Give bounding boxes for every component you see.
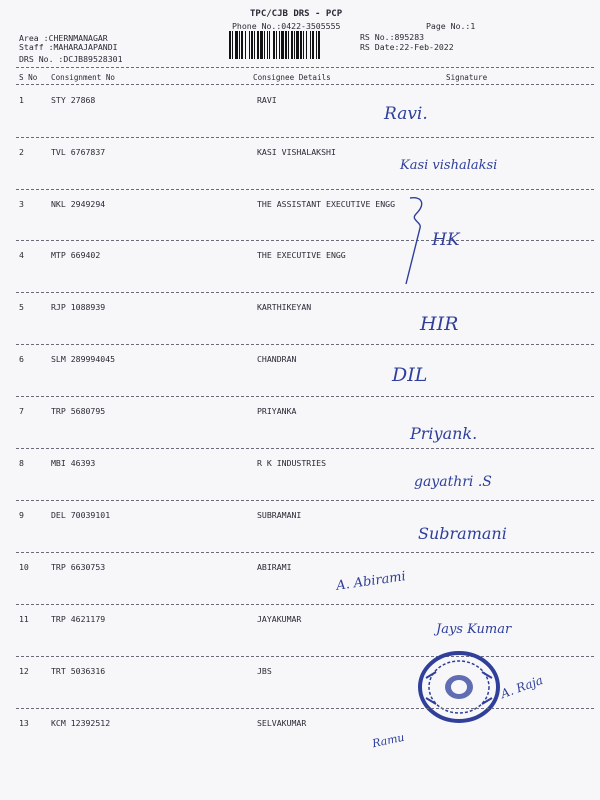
row-consignment: KCM 12392512 [51, 718, 111, 728]
column-signature: Signature [446, 73, 488, 82]
row-sno: 9 [19, 510, 24, 520]
row-consignee: THE ASSISTANT EXECUTIVE ENGG [257, 199, 396, 209]
round-seal-icon [416, 648, 502, 726]
row-consignment: TRP 4621179 [51, 614, 106, 624]
column-sno: S No [19, 73, 38, 82]
rs-date: RS Date:22-Feb-2022 [360, 42, 454, 52]
row-divider [16, 448, 594, 449]
row-consignee: SUBRAMANI [257, 510, 302, 520]
row-consignment: STY 27868 [51, 95, 96, 105]
row-consignee: JBS [257, 666, 272, 676]
row-consignee: R K INDUSTRIES [257, 458, 327, 468]
row-divider [16, 500, 594, 501]
row-consignee: KARTHIKEYAN [257, 302, 312, 312]
row-sno: 1 [19, 95, 24, 105]
rs-number: RS No.:895283 [360, 32, 425, 42]
row-signature: Kasi vishalaksi [400, 158, 498, 173]
column-consignment: Consignment No [51, 73, 116, 82]
row-signature: Ravi. [384, 104, 428, 124]
row-consignee: PRIYANKA [257, 406, 297, 416]
column-consignee: Consignee Details [253, 73, 331, 82]
row-consignment: NKL 2949294 [51, 199, 106, 209]
row-divider [16, 344, 594, 345]
header-rule-top [16, 67, 594, 68]
barcode-icon [229, 31, 356, 59]
page-number: Page No.:1 [426, 21, 476, 31]
row-sno: 8 [19, 458, 24, 468]
row-sno: 3 [19, 199, 24, 209]
row-divider [16, 189, 594, 190]
row-divider [16, 240, 594, 241]
row-consignment: TRT 5036316 [51, 666, 106, 676]
row-consignment: TRP 5680795 [51, 406, 106, 416]
row-signature: HK [432, 230, 460, 250]
row-consignment: MBI 46393 [51, 458, 96, 468]
row-divider [16, 137, 594, 138]
barcode-bar [320, 31, 321, 59]
sheet-title: TPC/CJB DRS - PCP [250, 9, 343, 19]
row-divider [16, 656, 594, 657]
row-consignee: KASI VISHALAKSHI [257, 147, 336, 157]
row-consignment: RJP 1088939 [51, 302, 106, 312]
row-signature: DIL [392, 364, 428, 386]
row-sno: 10 [19, 562, 29, 572]
row-signature: A. Abirami [335, 569, 407, 594]
row-sno: 2 [19, 147, 24, 157]
row-sno: 5 [19, 302, 24, 312]
row-consignment: TVL 6767837 [51, 147, 106, 157]
header-rule-bottom [16, 84, 594, 85]
row-consignment: TRP 6630753 [51, 562, 106, 572]
row-consignee: CHANDRAN [257, 354, 297, 364]
row-consignee: SELVAKUMAR [257, 718, 307, 728]
row-sno: 4 [19, 250, 24, 260]
row-sno: 6 [19, 354, 24, 364]
row-consignee: JAYAKUMAR [257, 614, 302, 624]
row-consignment: SLM 289994045 [51, 354, 116, 364]
row-signature: gayathri .S [414, 474, 492, 490]
row-signature: Jays Kumar [436, 622, 512, 637]
row-consignment: MTP 669402 [51, 250, 101, 260]
row-sno: 12 [19, 666, 29, 676]
drs-number: DRS No. :DCJB89528301 [19, 54, 123, 64]
row-sno: 11 [19, 614, 29, 624]
row-sno: 7 [19, 406, 24, 416]
row-consignee: THE EXECUTIVE ENGG [257, 250, 346, 260]
row-signature: Ramu [371, 730, 406, 751]
row-signature: Priyank. [410, 424, 478, 443]
row-divider [16, 292, 594, 293]
area-label: Area :CHERNMANAGAR [19, 33, 108, 43]
row-divider [16, 396, 594, 397]
row-divider [16, 604, 594, 605]
row-divider [16, 708, 594, 709]
row-sno: 13 [19, 718, 29, 728]
row-consignment: DEL 70039101 [51, 510, 111, 520]
row-divider [16, 552, 594, 553]
row-signature: A. Raja [498, 672, 545, 702]
row-signature: Subramani [418, 524, 507, 543]
staff-label: Staff :MAHARAJAPANDI [19, 42, 118, 52]
row-consignee: RAVI [257, 95, 277, 105]
phone-number: Phone No.:0422-3505555 [232, 21, 341, 31]
bracket-scribble-icon [396, 192, 436, 292]
row-signature: HIR [420, 313, 459, 335]
row-consignee: ABIRAMI [257, 562, 292, 572]
